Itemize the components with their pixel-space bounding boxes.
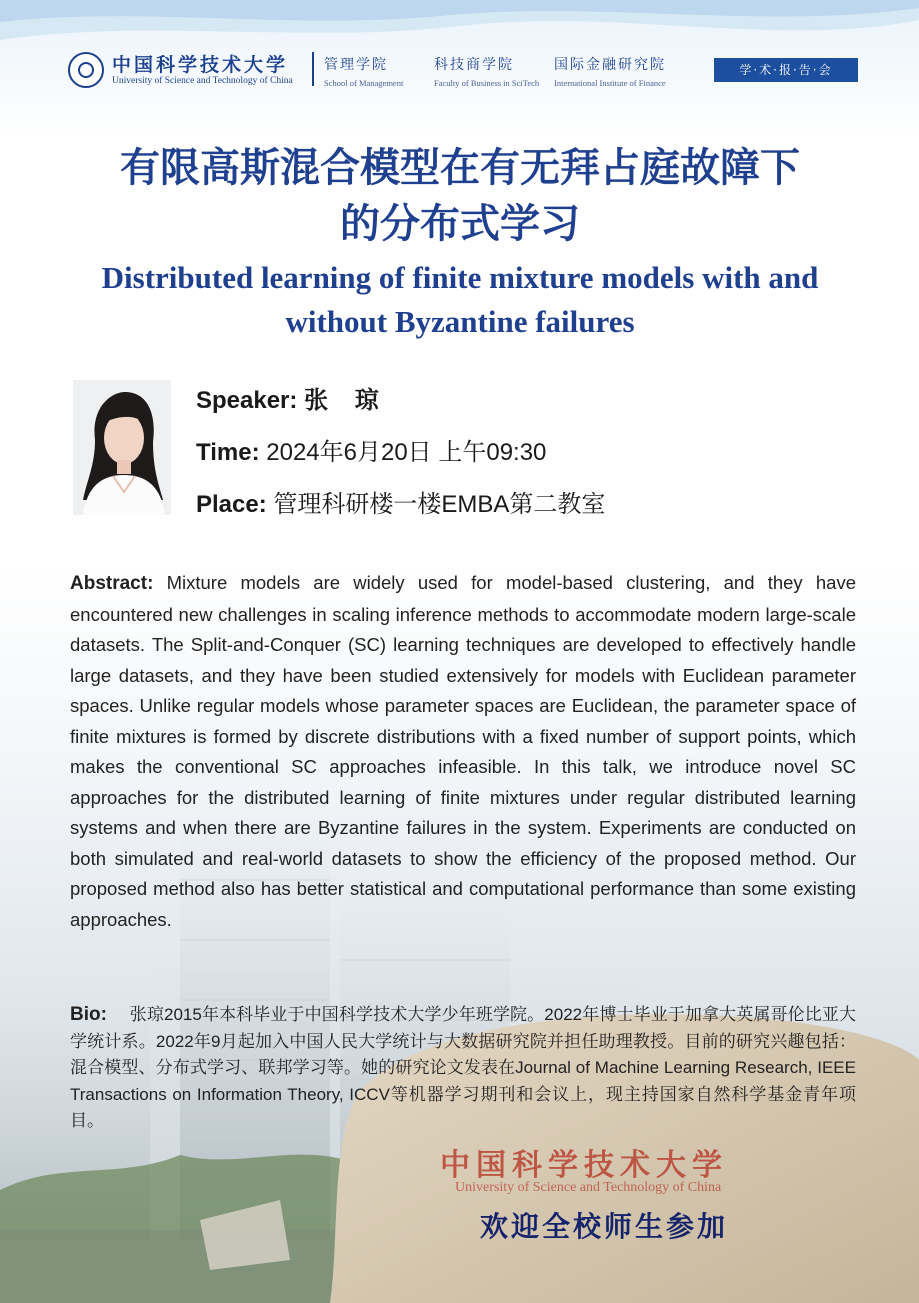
- speaker-line: [196, 380, 389, 415]
- school-en: International Institute of Finance: [554, 78, 666, 88]
- school-cn: 管理学院: [324, 57, 388, 73]
- bio-section: [70, 1002, 856, 1135]
- school-en: School of Management: [324, 78, 404, 88]
- place-value: 管理科研楼一楼EMBA第二教室: [273, 491, 606, 518]
- school-cn: 科技商学院: [434, 57, 514, 73]
- title-en: [40, 256, 880, 344]
- school-business-scitech: [434, 54, 539, 88]
- title-en-line1: Distributed learning of finite mixture models with and: [101, 260, 819, 295]
- bio-label: Bio:: [70, 1004, 107, 1025]
- school-management: [324, 54, 403, 88]
- university-name-en: University of Science and Technology of China: [112, 76, 293, 86]
- time-value: 2024年6月20日 上午09:30: [266, 439, 547, 466]
- time-line: [196, 432, 546, 467]
- abstract-section: [70, 568, 856, 935]
- speaker-photo: [73, 380, 171, 515]
- university-seal-logo: [68, 52, 104, 88]
- place-label: Place:: [196, 491, 267, 518]
- title-cn-line1: 有限高斯混合模型在有无拜占庭故障下: [120, 144, 800, 191]
- stone-inscription-en: University of Science and Technology of China: [455, 1180, 722, 1195]
- bio-text: 张琼2015年本科毕业于中国科学技术大学少年班学院。2022年博士毕业于加拿大英属哥伦比亚大学统计系。2022年9月起加入中国人民大学统计与大数据研究院并担任助理教授。目前的研究兴趣包括：混合模型、分布式学习、联邦学习等。她的研究论文发表在Journal of Machine Learning Research, IEEE Transactions on Information Theory, ICCV等机器学习期刊和会议上，现主持国家自然科学基金青年项目。: [70, 1005, 856, 1130]
- seminar-badge: 学·术·报·告·会: [714, 58, 858, 82]
- title-cn-line2: 的分布式学习: [340, 200, 580, 247]
- welcome-message: 欢迎全校师生参加: [480, 1210, 729, 1243]
- header-bar: [68, 48, 860, 92]
- title-cn: [40, 140, 880, 252]
- place-line: [196, 484, 605, 519]
- university-name-cn: 中国科学技术大学: [112, 54, 289, 76]
- stone-inscription-cn: 中国科学技术大学: [440, 1148, 728, 1183]
- abstract-text: Mixture models are widely used for model-based clustering, and they have encountered new challenges in scaling inference methods to accommodate modern large-scale datasets. The Split-and-Conquer (SC) learning techniques are developed to effectively handle large datasets, and they have been studied extensively for models with Euclidean parameter spaces. Unlike regular models whose parameter spaces are Euclidean, the parameter space of finite mixtures is formed by discrete distributions with a fixed number of support points, which makes the conventional SC approaches infeasible. In this talk, we introduce novel SC approaches for the distributed learning of finite mixtures under regular distributed learning systems and when there are Byzantine failures in the system. Experiments are conducted on both simulated and real-world datasets to show the efficiency of the proposed method. Our proposed method also has better statistical and computational performance than some existing approaches.: [70, 572, 856, 930]
- school-finance-institute: [554, 54, 666, 88]
- abstract-label: Abstract:: [70, 573, 154, 594]
- speaker-name: 张 琼: [304, 387, 389, 414]
- title-en-line2: without Byzantine failures: [285, 304, 635, 339]
- header-divider: [312, 52, 314, 86]
- school-en: Faculty of Business in SciTech: [434, 78, 540, 88]
- school-cn: 国际金融研究院: [554, 57, 666, 73]
- speaker-label: Speaker:: [196, 387, 298, 414]
- time-label: Time:: [196, 439, 260, 466]
